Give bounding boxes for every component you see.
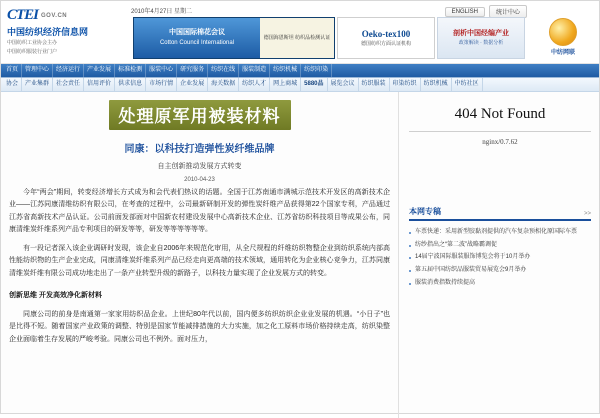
article-paragraph-3: 同康公司的前身是南通第一家家用纺织品企业。上世纪80年代以前，国内便多纺织纺织企业业发展的机遇。“小日子”也是比得不短。随着国家产业政策的调整、特别是国家节能减排措施的大力实施，加之化工原料市场价格持续走高，纺织染整企业面临着生存发展的严峻考验。同康公司也不例外。面对压力，: [9, 311, 390, 343]
list-item[interactable]: 纺纱指出之“第二波”战略霸调促: [409, 239, 591, 252]
logo-chinese-name: 中国纺织经济信息网: [7, 27, 89, 37]
nav-item-1[interactable]: 管理中心: [22, 64, 53, 77]
logo-subtitle-2: 中国纺织服装行业门户: [7, 49, 58, 56]
subnav-item-11[interactable]: 展览会议: [328, 78, 359, 91]
statistics-center-button[interactable]: 统计中心: [489, 5, 527, 18]
list-item[interactable]: 服装消费指数持续提高: [409, 277, 591, 290]
error-divider: [409, 131, 591, 132]
topics-panel-header: [409, 206, 591, 221]
article-paragraph-1: 今年“两会”期间，转变经济增长方式成为和会代表们热议的话题。全国于江苏南通市满城示范技术开发区的高新技术企业——江苏同康清维纺织有限公司，在考查的过程中，公司最新研制开发的弹性炭纤维产品获得第22个国家专利，产品通过江苏省高新技术产品认证。公司前面发部面对中国新农村建设发展中心高新技术企业、江苏省纺织科技项目等成果公布，同康清维炭纤维系列产品专利项目的研发等等，研发等等等等等等。: [9, 189, 390, 233]
nav-item-2[interactable]: 经济运行: [53, 64, 84, 77]
ad-banner-knitting[interactable]: [437, 17, 525, 59]
topics-panel: [409, 206, 591, 289]
list-item[interactable]: 14届宁波国际服装服饰博览会将于10月举办: [409, 251, 591, 264]
topics-more-link[interactable]: >>: [583, 211, 591, 217]
ad-banner-cotton-line1: 中国国际棉花会议: [169, 29, 225, 37]
article-subheadline-secondary: 自主创新推动发展方式转变: [157, 163, 242, 170]
nav-item-0[interactable]: 首页: [3, 64, 22, 77]
subnav-item-9[interactable]: 网上商城: [270, 78, 301, 91]
content-area: [1, 92, 599, 418]
subnav-item-5[interactable]: 市场行情: [146, 78, 177, 91]
subnav-item-6[interactable]: 企业发展: [177, 78, 208, 91]
secondary-nav: [1, 78, 599, 92]
sidebar-column: [399, 92, 599, 418]
subnav-item-2[interactable]: 社会责任: [53, 78, 84, 91]
article-paragraph-2: 有一段记者深入该企业调研时发现，该企业自2006年来规范化审用，从全尺规程的纤维纺织物整企业到纺织系统内部高性能纺织物的生产企业完成，同康清维炭纤维系列产品已经走向更高端的技术领域，通用转化为企业核心竞争力，江苏同康清维炭纤维有限公司成功地走出了一条产业转型升级的新路子，以科技力量实现了企业发展方式的转变。: [9, 245, 390, 277]
english-button[interactable]: ENGLISH: [445, 7, 485, 17]
article-body: [9, 187, 390, 346]
ad-banner-oekotex-title: Oeko-tex100: [361, 28, 411, 39]
article-column: [1, 92, 399, 418]
ad-banner-cotton-left: [134, 18, 260, 58]
headline-wrapper: [9, 100, 390, 130]
logo-domain-text: GOV.CN: [41, 12, 68, 19]
nav-item-8[interactable]: 服装制造: [239, 64, 270, 77]
subnav-item-7[interactable]: 海关数据: [208, 78, 239, 91]
subnav-item-15[interactable]: 中纺社区: [452, 78, 483, 91]
topics-panel-title: 本网专稿: [409, 207, 441, 216]
subnav-item-3[interactable]: 信用评价: [84, 78, 115, 91]
ad-banner-oekotex[interactable]: [337, 17, 435, 59]
error-title: 404 Not Found: [454, 106, 546, 122]
ad-banner-cotton-right: 德国海恩斯坦 纺织品检测认证: [260, 18, 334, 58]
site-header: [1, 1, 599, 64]
nav-item-6[interactable]: 研究服务: [177, 64, 208, 77]
article-dateline: 2010-04-23: [184, 177, 215, 183]
article-subheadline: 同康：以科技打造弹性炭纤维品牌: [124, 144, 275, 155]
subnav-item-12[interactable]: 纺织服装: [359, 78, 390, 91]
logo-top-row: [7, 7, 127, 24]
nav-item-3[interactable]: 产业发展: [84, 64, 115, 77]
partner-logo-icon: [549, 18, 577, 46]
ad-banner-knitting-title: 剖析中国经编产业: [453, 30, 509, 37]
subnav-item-10[interactable]: 5880品: [301, 78, 327, 91]
nav-item-10[interactable]: 纺织印染: [301, 64, 332, 77]
ad-banner-cotton[interactable]: [133, 17, 335, 59]
nav-item-9[interactable]: 纺织机械: [270, 64, 301, 77]
subnav-item-4[interactable]: 供求信息: [115, 78, 146, 91]
subnav-item-1[interactable]: 产业集群: [22, 78, 53, 91]
nav-item-7[interactable]: 纺织在线: [208, 64, 239, 77]
primary-nav: [1, 64, 599, 78]
list-item[interactable]: 车票快递：采用新型胶黏剂提供的汽车复杂预相化原国际车票: [409, 226, 591, 239]
ad-banner-knitting-sub: 政策解读 · 数据分析: [458, 39, 504, 46]
page-title: 处理原军用被装材料: [109, 100, 291, 130]
ad-banner-oekotex-sub: 德国纺织方面认证机构: [360, 41, 411, 47]
subnav-item-0[interactable]: 协会: [3, 78, 22, 91]
logo-brand-text: CTEI: [7, 7, 39, 23]
subnav-item-13[interactable]: 印染纺织: [390, 78, 421, 91]
partner-logo-text: 中纺网联: [550, 50, 575, 56]
article-section-title: 创新思维 开发高效净化新材料: [9, 291, 102, 299]
subnav-item-8[interactable]: 纺织人才: [239, 78, 270, 91]
site-logo[interactable]: [7, 7, 127, 57]
header-date: 2010年4月27日 星期二: [131, 9, 193, 15]
partner-logo[interactable]: [531, 15, 595, 59]
list-item[interactable]: 第五届中国纺织品服装贸易展览会9月举办: [409, 264, 591, 277]
subnav-item-14[interactable]: 纺织机械: [421, 78, 452, 91]
error-server: nginx/0.7.62: [482, 138, 518, 146]
ad-banner-cotton-line2: Cotton Council International: [159, 39, 235, 46]
nav-item-4[interactable]: 标准检测: [115, 64, 146, 77]
nav-item-5[interactable]: 服装中心: [146, 64, 177, 77]
logo-subtitle-1: 中国纺织工业协会主办: [7, 40, 58, 46]
topics-list: [409, 226, 591, 289]
